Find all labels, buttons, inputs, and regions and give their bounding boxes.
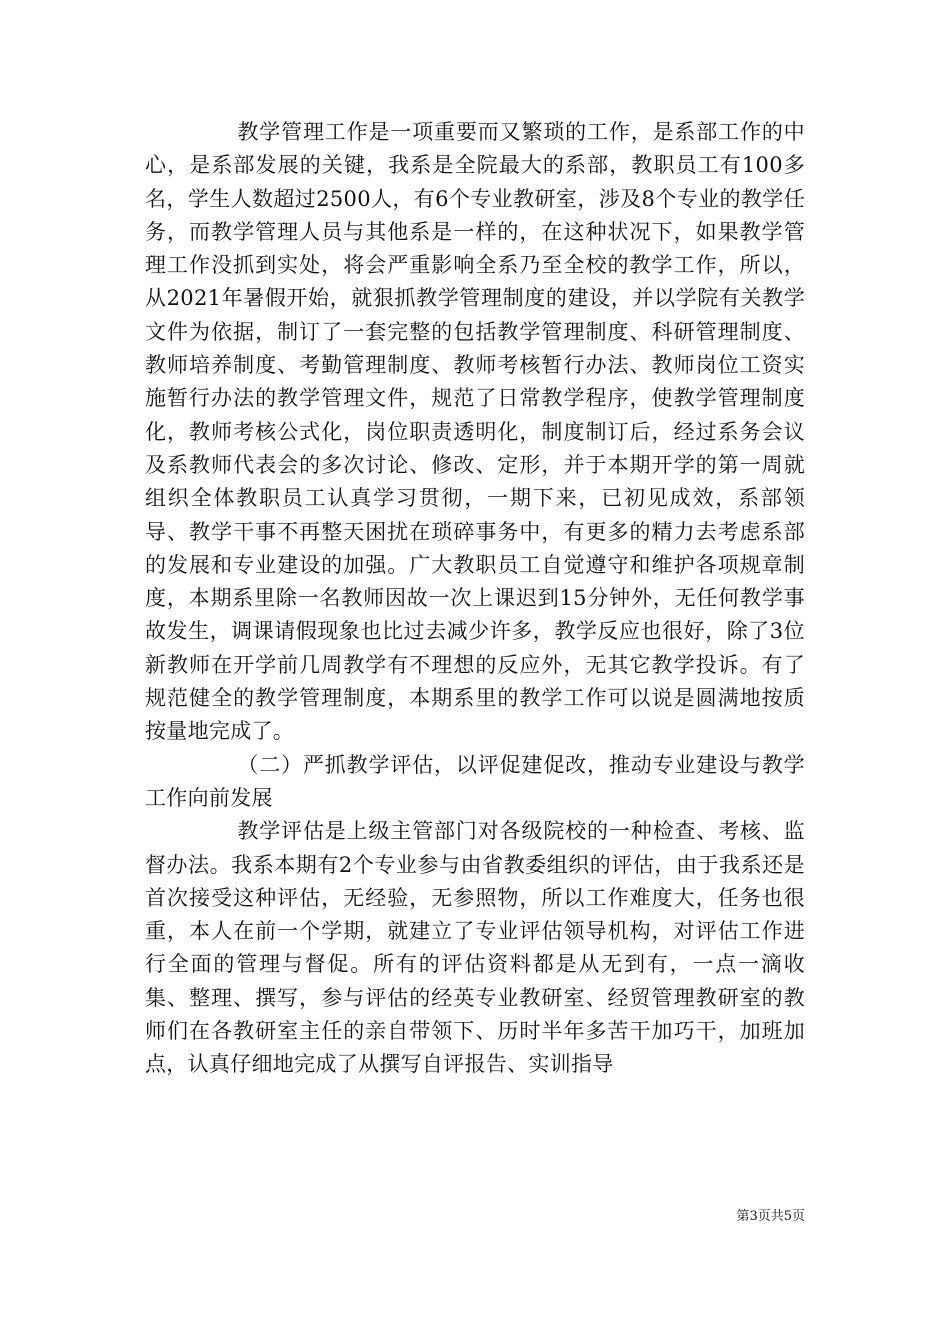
page-number-footer: 第3页共5页 <box>736 1209 805 1224</box>
paragraph-teaching-management: 教学管理工作是一项重要而又繁琐的工作，是系部工作的中心，是系部发展的关键，我系是全院最大的系部，教职员工有100多名，学生人数超过2500人，有6个专业教研室，涉及8个专业的教学任务，而教学管理人员与其他系是一样的，在这种状况下，如果教学管理工作没抓到实处，将会严重影响全系乃至全校的教学工作，所以，从2021年暑假开始，就狠抓教学管理制度的建设，并以学院有关教学文件为依据，制订了一套完整的包括教学管理制度、科研管理制度、教师培养制度、考勤管理制度、教师考核暂行办法、教师岗位工资实施暂行办法的教学管理文件，规范了日常教学程序，使教学管理制度化，教师考核公式化，岗位职责透明化，制度制订后，经过系务会议及系教师代表会的多次讨论、修改、定形，并于本期开学的第一周就组织全体教职员工认真学习贯彻，一期下来，已初见成效，系部领导、教学干事不再整天困扰在琐碎事务中，有更多的精力去考虑系部的发展和专业建设的加强。广大教职员工自觉遵守和维护各项规章制度，本期系里除一名教师因故一次上课迟到15分钟外，无任何教学事故发生，调课请假现象也比过去减少许多，教学反应也很好，除了3位新教师在开学前几周教学有不理想的反应外，无其它教学投诉。有了规范健全的教学管理制度，本期系里的教学工作可以说是圆满地按质按量地完成了。 <box>145 120 805 744</box>
document-body <box>145 116 805 1082</box>
section-heading-evaluation: （二）严抓教学评估，以评促建促改，推动专业建设与教学工作向前发展 <box>145 752 805 810</box>
paragraph-teaching-evaluation: 教学评估是上级主管部门对各级院校的一种检查、考核、监督办法。我系本期有2个专业参与由省教委组织的评估，由于我系还是首次接受这种评估，无经验，无参照物，所以工作难度大，任务也很重，本人在前一个学期，就建立了专业评估领导机构，对评估工作进行全面的管理与督促。所有的评估资料都是从无到有，一点一滴收集、整理、撰写，参与评估的经英专业教研室、经贸管理教研室的教师们在各教研室主任的亲自带领下、历时半年多苦干加巧干，加班加点，认真仔细地完成了从撰写自评报告、实训指导 <box>145 819 805 1077</box>
